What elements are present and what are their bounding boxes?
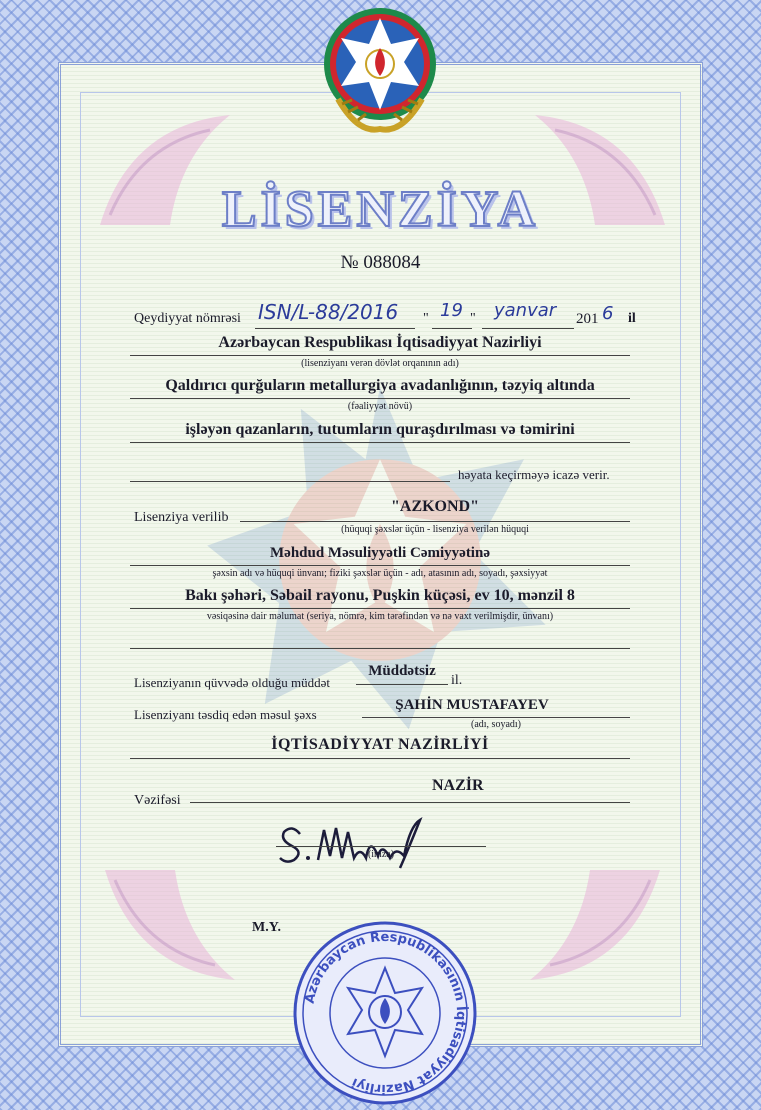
day-open-quote: " [423, 311, 429, 326]
year-printed: 201 [576, 311, 599, 327]
year-handwritten: 6 [602, 303, 614, 324]
license-number: № 088084 [340, 252, 421, 273]
issuer-caption: (lisenziyanı verən dövlət orqanının adı) [301, 358, 459, 369]
signature-caption: (imza) [367, 849, 395, 860]
registration-month: yanvar [494, 300, 557, 321]
official-label: Lisenziyanı təsdiq edən məsul şəxs [134, 707, 317, 722]
validity-value: Müddətsiz [368, 663, 436, 679]
validity-suffix: il. [451, 673, 463, 688]
organization-rule [130, 758, 630, 759]
seal-ring-text: Azərbaycan Respublikasının İqtisadiyyat Nazirliyi [302, 929, 469, 1097]
registration-label: Qeydiyyat nömrəsi [134, 311, 241, 326]
stamp-place-label: M.Y. [252, 920, 282, 935]
licensee-label: Lisenziya verilib [134, 510, 229, 525]
registration-number-line [255, 328, 415, 329]
licensee-form-rule [130, 565, 630, 566]
state-emblem-icon [318, 4, 442, 144]
activity-line-3-rule [130, 481, 450, 482]
activity-suffix: həyata keçirməyə icazə verir. [458, 467, 610, 482]
licensee-address: Bakı şəhəri, Səbail rayonu, Puşkin küçəsi, ev 10, mənzil 8 [185, 587, 575, 604]
year-suffix: il [628, 311, 636, 326]
licensee-caption-3: vəsiqəsinə dair məlumat (seriya, nömrə, kim tərəfindən və nə vaxt verilmişdir, ünvanı) [206, 611, 554, 622]
certificate-title: LİSENZİYA [221, 181, 540, 238]
licensee-legal-form: Məhdud Məsuliyyətli Cəmiyyətinə [270, 545, 490, 561]
ornament-bottom-left [95, 860, 245, 990]
official-caption: (adı, soyadı) [471, 719, 521, 730]
activity-caption: (fəaliyyət növü) [347, 401, 413, 412]
activity-line-2-rule [130, 442, 630, 443]
licensee-caption-1: (hüquqi şəxslər üçün - lisenziya verilən hüquqi [341, 524, 529, 535]
position-rule [190, 802, 630, 803]
position-label: Vəzifəsi [134, 793, 181, 808]
day-line [432, 328, 472, 329]
registration-day: 19 [440, 300, 463, 321]
day-close-quote: " [470, 311, 476, 326]
position-value: NAZİR [432, 777, 484, 794]
activity-line-1-rule [130, 398, 630, 399]
ornament-bottom-right [520, 860, 670, 990]
official-seal-icon [290, 918, 480, 1108]
licensee-address-rule [130, 608, 630, 609]
activity-line-1: Qaldırıcı qurğuların metallurgiya avadanlığının, təzyiq altında [165, 377, 595, 394]
issuer-line [130, 355, 630, 356]
validity-label: Lisenziyanın qüvvədə olduğu müddət [134, 675, 331, 690]
validity-rule [356, 684, 448, 685]
signature-mark [270, 806, 470, 876]
official-name: ŞAHİN MUSTAFAYEV [395, 697, 549, 713]
activity-line-2: işləyən qazanların, tutumların quraşdırılması və təmirini [185, 421, 575, 438]
month-line [482, 328, 574, 329]
registration-number: ISN/L-88/2016 [258, 300, 399, 324]
official-organization: İQTİSADİYYAT NAZİRLİYİ [271, 736, 489, 753]
licensee-extra-rule [130, 648, 630, 649]
issuer-name: Azərbaycan Respublikası İqtisadiyyat Nazirliyi [218, 334, 542, 351]
licensee-caption-2: şəxsin adı və hüquqi ünvanı; fiziki şəxslər üçün - adı, atasının adı, soyadı, şəxsiyyət [212, 568, 548, 579]
official-name-rule [362, 717, 630, 718]
licensee-name-rule [240, 521, 630, 522]
signature-rule [276, 846, 486, 847]
licensee-name: "AZKOND" [391, 498, 479, 515]
